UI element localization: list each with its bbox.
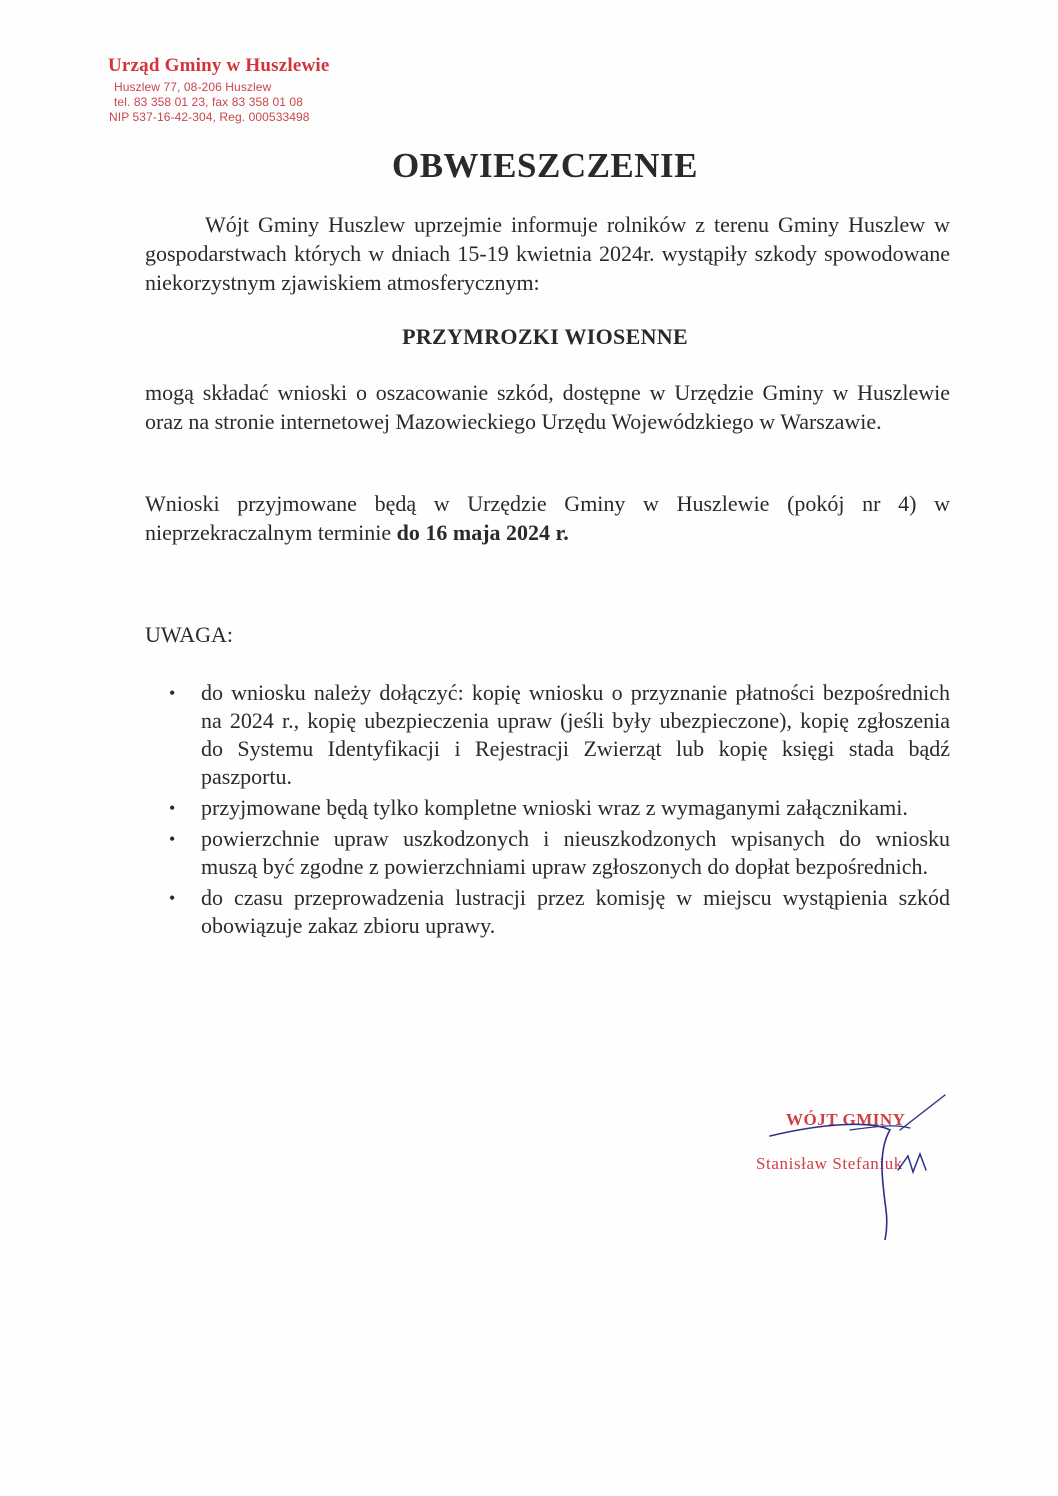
handwritten-signature-icon — [750, 1090, 970, 1240]
signature-block — [750, 1090, 970, 1240]
office-stamp — [100, 56, 350, 123]
notice-label: UWAGA: — [145, 622, 233, 647]
signature-name: Stanisław Stefaniuk — [756, 1154, 903, 1173]
stamp-address: Huszlew 77, 08-206 Huszlew — [114, 80, 272, 94]
event-subtitle: PRZYMROZKI WIOSENNE — [402, 324, 688, 349]
list-item — [165, 884, 950, 940]
note-text: przyjmowane będą tylko kompletne wnioski wraz z wymaganymi załącznikami. — [201, 795, 908, 820]
deadline-date: do 16 maja 2024 r. — [396, 520, 569, 545]
note-text: do czasu przeprowadzenia lustracji przez komisję w miejscu wystąpienia szkód obowiązuje zakaz zbioru uprawy. — [201, 885, 950, 938]
intro-paragraph: Wójt Gminy Huszlew uprzejmie informuje rolników z terenu Gminy Huszlew w gospodarstwach których w dniach 15-19 kwietnia 2024r. wystąpiły szkody spowodowane niekorzystnym zjawiskiem atmosferycznym: — [145, 212, 950, 295]
stamp-office-name: Urząd Gminy w Huszlewie — [108, 55, 330, 76]
bullet-icon: • — [169, 683, 176, 703]
signature-title: WÓJT GMINY — [786, 1110, 906, 1129]
list-item — [165, 825, 950, 881]
notes-list — [165, 679, 950, 943]
note-text: powierzchnie upraw uszkodzonych i nieuszkodzonych wpisanych do wniosku muszą być zgodne z powierzchniami upraw zgłoszonych do dopłat bezpośrednich. — [201, 826, 950, 879]
bullet-icon: • — [169, 798, 176, 818]
document-title: OBWIESZCZENIE — [391, 146, 699, 185]
bullet-icon: • — [169, 829, 176, 849]
note-text: do wniosku należy dołączyć: kopię wniosku o przyznanie płatności bezpośrednich na 2024 r., kopię ubezpieczenia upraw (jeśli były ubezpieczone), kopię zgłoszenia do Systemu Identyfikacji i Rejestracji Zwierząt lub kopię księgi stada bądź paszportu. — [201, 680, 950, 789]
deadline-text: Wnioski przyjmowane będą w Urzędzie Gminy w Huszlewie (pokój nr 4) w nieprzekraczalnym terminie — [145, 491, 950, 545]
stamp-ids: NIP 537-16-42-304, Reg. 000533498 — [109, 110, 310, 124]
application-paragraph: mogą składać wnioski o oszacowanie szkód, dostępne w Urzędzie Gminy w Huszlewie oraz na stronie internetowej Mazowieckiego Urzędu Wojewódzkiego w Warszawie. — [145, 380, 950, 434]
list-item — [165, 794, 950, 822]
list-item — [165, 679, 950, 791]
stamp-phone: tel. 83 358 01 23, fax 83 358 01 08 — [114, 95, 303, 109]
bullet-icon: • — [169, 888, 176, 908]
deadline-paragraph — [145, 489, 950, 547]
